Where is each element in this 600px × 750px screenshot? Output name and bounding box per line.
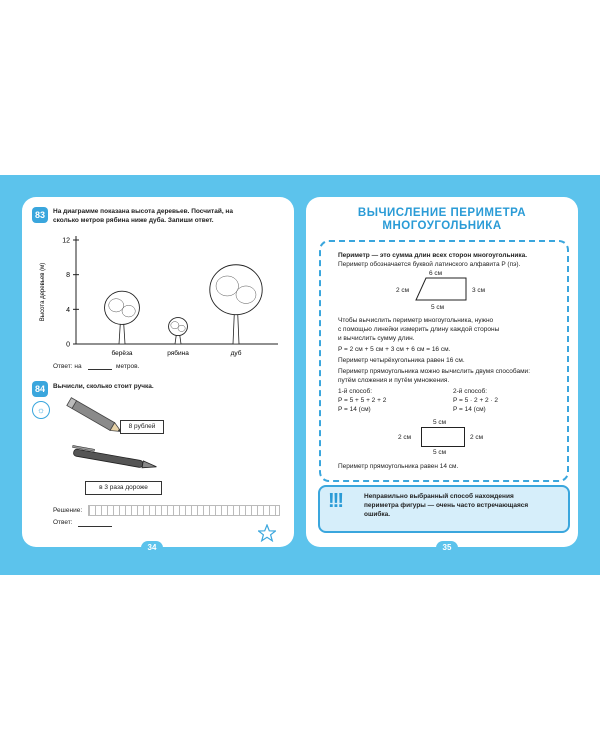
warning-line2: периметра фигуры — очень часто встречающаяся — [364, 502, 529, 509]
pen-price-label: в 3 раза дороже — [85, 481, 162, 495]
way1-label: 1-й способ: — [338, 388, 373, 395]
task84-answer-blank[interactable] — [78, 526, 112, 527]
solution-label: Решение: — [53, 507, 83, 514]
task-number-83: 83 — [32, 207, 48, 223]
task83-text-line2: сколько метров рябина ниже дуба. Запиши ответ. — [53, 217, 214, 224]
star-icon — [258, 524, 276, 542]
warning-line1: Неправильно выбранный способ нахождения — [364, 493, 514, 500]
solution-grid[interactable] — [88, 505, 280, 516]
notation-text: Периметр обозначается буквой латинского алфавита P (пэ). — [338, 261, 521, 268]
y-axis-label: Высота деревьев (м) — [40, 262, 46, 322]
task-number-84: 84 — [32, 381, 48, 397]
pencil-price-label: 8 рублей — [120, 420, 164, 434]
way1-line2: P = 14 (см) — [338, 406, 371, 413]
quad-left-side: 2 см — [396, 287, 410, 294]
definition-term: Периметр — [338, 252, 370, 259]
way1-line1: P = 5 + 5 + 2 + 2 — [338, 397, 387, 404]
y-tick-label: 0 — [66, 341, 70, 349]
rect-top-side: 5 см — [433, 419, 447, 426]
x-category-label: берёза — [111, 350, 133, 357]
y-tick-label: 12 — [62, 237, 70, 245]
rect-intro-line1: Периметр прямоугольника можно вычислить двумя способами: — [338, 368, 530, 375]
perimeter-formula: P = 2 см + 5 см + 3 см + 6 см = 16 см. — [338, 346, 451, 353]
warning-line3: ошибка. — [364, 511, 391, 518]
tree-bar-2 — [169, 318, 188, 344]
task83-answer-suffix: метров. — [116, 363, 140, 370]
y-tick-label: 4 — [66, 306, 70, 314]
way2-label: 2-й способ: — [453, 388, 488, 395]
tree-bar-3 — [210, 265, 262, 344]
rect-bottom-side: 5 см — [433, 449, 447, 456]
task83-answer-blank[interactable] — [88, 369, 112, 370]
task83-text-line1: На диаграмме показана высота деревьев. Посчитай, на — [53, 208, 233, 215]
tree-bar-1 — [105, 291, 140, 344]
pen-icon — [65, 445, 165, 475]
warning-mark: !!! — [328, 490, 342, 512]
x-category-label: дуб — [230, 350, 242, 357]
rect-result: Периметр прямоугольника равен 14 см. — [338, 463, 459, 470]
answer-label: Ответ: — [53, 519, 73, 526]
definition — [338, 251, 527, 260]
rect-left-side: 2 см — [398, 434, 412, 441]
page-title-line1: ВЫЧИСЛЕНИЕ ПЕРИМЕТРА — [357, 207, 527, 219]
how-text-line2: с помощью линейки измерить длину каждой стороны — [338, 326, 500, 333]
page-number-right: 35 — [436, 541, 458, 555]
quad-right-side: 3 см — [472, 287, 486, 294]
quad-result: Периметр четырёхугольника равен 16 см. — [338, 357, 465, 364]
way2-line2: P = 14 (см) — [453, 406, 486, 413]
quadrilateral-figure — [414, 276, 468, 304]
rect-intro-line2: путём сложения и путём умножения. — [338, 377, 450, 384]
tree-height-chart — [30, 230, 280, 360]
x-category-label: рябина — [167, 350, 189, 357]
rectangle-figure — [421, 427, 465, 447]
lightbulb-icon: ☼ — [32, 401, 50, 419]
way2-line1: P = 5 · 2 + 2 · 2 — [453, 397, 499, 404]
quad-bottom-side: 5 см — [431, 304, 445, 311]
y-tick-label: 8 — [66, 272, 70, 280]
quad-top-side: 6 см — [429, 270, 443, 277]
page-title-line2: МНОГОУГОЛЬНИКА — [382, 220, 502, 232]
task84-text: Вычисли, сколько стоит ручка. — [53, 383, 154, 390]
page-number-left: 34 — [141, 541, 163, 555]
rect-right-side: 2 см — [470, 434, 484, 441]
how-text-line3: и вычислить сумму длин. — [338, 335, 415, 342]
task83-answer-prefix: Ответ: на — [53, 363, 82, 370]
how-text-line1: Чтобы вычислить периметр многоугольника, нужно — [338, 317, 494, 324]
definition-rest: — это сумма длин всех сторон многоугольника. — [371, 252, 528, 259]
